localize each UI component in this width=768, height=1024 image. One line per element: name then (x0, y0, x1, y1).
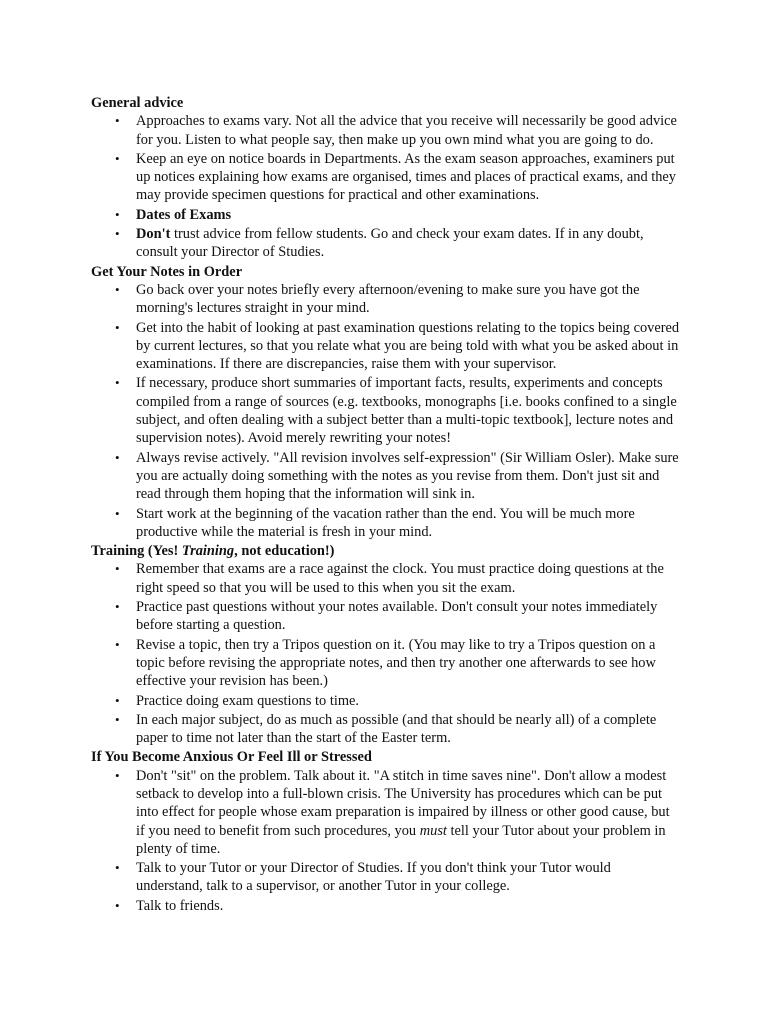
bullet-icon: • (115, 897, 120, 913)
list-item: • Talk to your Tutor or your Director of Studies. If you don't think your Tutor would understand, talk to a supervisor, or another Tutor in your college. (115, 860, 611, 895)
list-item: • Keep an eye on notice boards in Departments. As the exam season approaches, examiners put up notices explaining how exams are organised, times and places of practical exams, and they may provide specimen questions for practical and other examinations. (115, 150, 677, 204)
bullet-list (91, 112, 681, 261)
list-item: • Get into the habit of looking at past examination questions relating to the topics being covered by current lectures, so that you relate what you are being told with what you be asked about in examinations. If there are discrepancies, raise them with your supervisor. (115, 319, 680, 373)
bullet-list (91, 767, 681, 915)
list-item: • Always revise actively. "All revision involves self-expression" (Sir William Osler). Make sure you are actually doing something with the notes as you revise from them. Don't just sit and read through them hoping that the information will sink in. (115, 449, 679, 503)
list-item: • Approaches to exams vary. Not all the advice that you receive will necessarily be good advice for you. Listen to what people say, then make up you own mind what you are going to do. (115, 113, 677, 148)
list-item: • In each major subject, do as much as possible (and that should be nearly all) of a complete paper to time not later than the start of the Easter term. (115, 711, 657, 747)
bullet-icon: • (115, 449, 120, 465)
list-item: • Remember that exams are a race against the clock. You must practice doing questions at the right speed so that you will be used to this when you sit the exam. (115, 561, 664, 596)
list-item: • Practice past questions without your notes available. Don't consult your notes immediately before starting a question. (115, 599, 658, 634)
bullet-icon: • (115, 561, 120, 577)
bullet-list (91, 281, 681, 541)
bullet-icon: • (115, 375, 120, 391)
section-heading-general-advice: General advice (91, 95, 184, 111)
list-item: • Don't trust advice from fellow students. Go and check your exam dates. If in any doubt, consult your Director of Studies. (115, 226, 644, 261)
bullet-icon: • (115, 636, 120, 652)
list-item: • Dates of Exams (115, 206, 232, 223)
section-heading-anxious: If You Become Anxious Or Feel Ill or Stressed (91, 749, 372, 766)
bullet-icon: • (115, 767, 120, 783)
list-item: • Don't "sit" on the problem. Talk about it. "A stitch in time saves nine". Don't allow a modest setback to develop into a full-blown crisis. The University has procedures which can be put into effect for people whose exam preparation is impaired by illness or other good cause, but if you need to benefit from such procedures, you must tell your Tutor about your problem in plenty of time. (115, 767, 670, 857)
list-item: • Go back over your notes briefly every afternoon/evening to make sure you have got the morning's lectures straight in your mind. (115, 281, 640, 317)
bullet-icon: • (115, 150, 120, 166)
bullet-icon: • (115, 281, 120, 297)
bullet-icon: • (115, 505, 120, 521)
list-item: • Start work at the beginning of the vacation rather than the end. You will be much more productive while the material is fresh in your mind. (115, 505, 635, 540)
document-body (91, 94, 681, 916)
bullet-icon: • (115, 860, 120, 876)
bullet-icon: • (115, 692, 120, 708)
list-item: • Practice doing exam questions to time. (115, 692, 360, 709)
bullet-icon: • (115, 599, 120, 615)
section-heading-training: Training (Yes! Training, not education!) (91, 543, 335, 560)
section-heading-notes: Get Your Notes in Order (91, 263, 243, 280)
list-item: • Talk to friends. (115, 897, 224, 914)
bullet-icon: • (115, 113, 120, 129)
bullet-icon: • (115, 226, 120, 242)
bullet-icon: • (115, 206, 120, 222)
bullet-list (91, 560, 681, 747)
bullet-icon: • (115, 319, 120, 335)
bullet-icon: • (115, 711, 120, 727)
list-item: • Revise a topic, then try a Tripos question on it. (You may like to try a Tripos question on a topic before revising the appropriate notes, and then try another one afterwards to see how effective your revision has been.) (115, 636, 656, 690)
list-item: • If necessary, produce short summaries of important facts, results, experiments and concepts compiled from a range of sources (e.g. textbooks, monographs [i.e. books confined to a single subject, and often dealing with a subject better than a multi-topic textbook], lecture notes and supervision notes). Avoid merely rewriting your notes! (115, 375, 677, 447)
